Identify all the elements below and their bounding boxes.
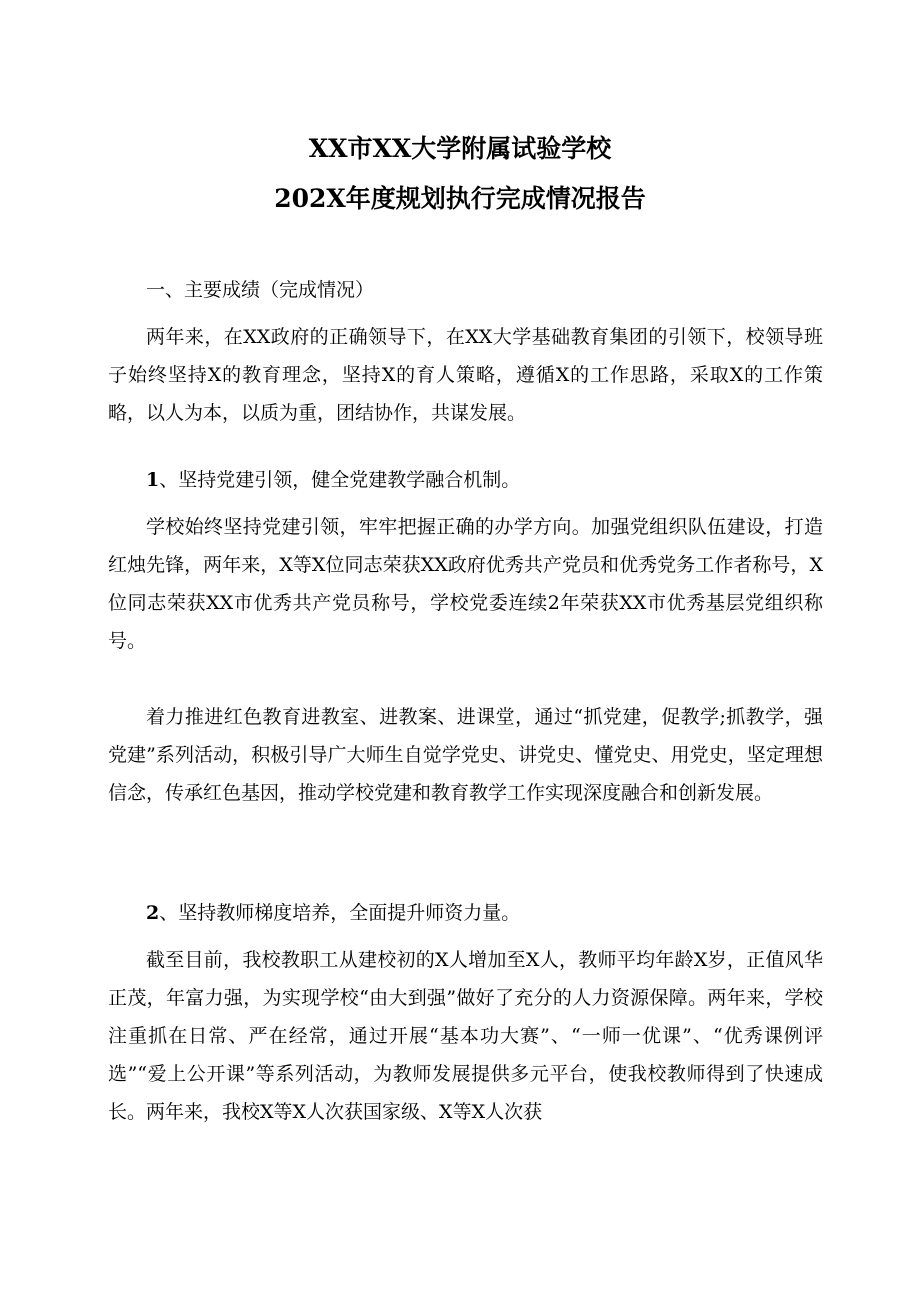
item1-heading-text: 、坚持党建引领，健全党建教学融合机制。 [159, 469, 521, 491]
section-heading: 一、主要成绩（完成情况） [146, 279, 375, 301]
item2-number: 2 [146, 902, 160, 924]
item1-heading [108, 469, 823, 491]
item2-paragraph-1: 截至目前，我校教职工从建校初的X人增加至X人，教师平均年龄X岁，正值风华正茂，年富力强，为实现学校“由大到强”做好了充分的人力资源保障。两年来，学校注重抓在日常、严在经常，通过开展“基本功大赛”、“一师一优课”、“优秀课例评选”“爱上公开课”等系列活动，为教师发展提供多元平台，使我校教师得到了快速成长。两年来，我校X等X人次获国家级、X等X人次获 [108, 949, 823, 1123]
item1-paragraph-1: 学校始终坚持党建引领，牢牢把握正确的办学方向。加强党组织队伍建设，打造红烛先锋，两年来，X等X位同志荣获XX政府优秀共产党员和优秀党务工作者称号，X位同志荣获XX市优秀共产党员称号，学校党委连续2年荣获XX市优秀基层党组织称号。 [108, 516, 823, 652]
item1-paragraph-2: 着力推进红色教育进教室、进教案、进课堂，通过“抓党建，促教学;抓教学，强党建”系列活动，积极引导广大师生自觉学党史、讲党史、懂党史、用党史，坚定理想信念，传承红色基因，推动学校党建和教育教学工作实现深度融合和创新发展。 [108, 706, 823, 804]
item1-number: 1 [146, 469, 160, 491]
intro-paragraph: 两年来，在XX政府的正确领导下，在XX大学基础教育集团的引领下，校领导班子始终坚持X的教育理念，坚持X的育人策略，遵循X的工作思路，采取X的工作策略，以人为本，以质为重，团结协作，共谋发展。 [108, 326, 823, 424]
document-title-line-2: 202X年度规划执行完成情况报告 [274, 184, 646, 213]
document-title-line-1: XX市XX大学附属试验学校 [308, 134, 612, 163]
item2-heading-text: 、坚持教师梯度培养，全面提升师资力量。 [159, 902, 521, 924]
item2-heading [108, 902, 823, 924]
